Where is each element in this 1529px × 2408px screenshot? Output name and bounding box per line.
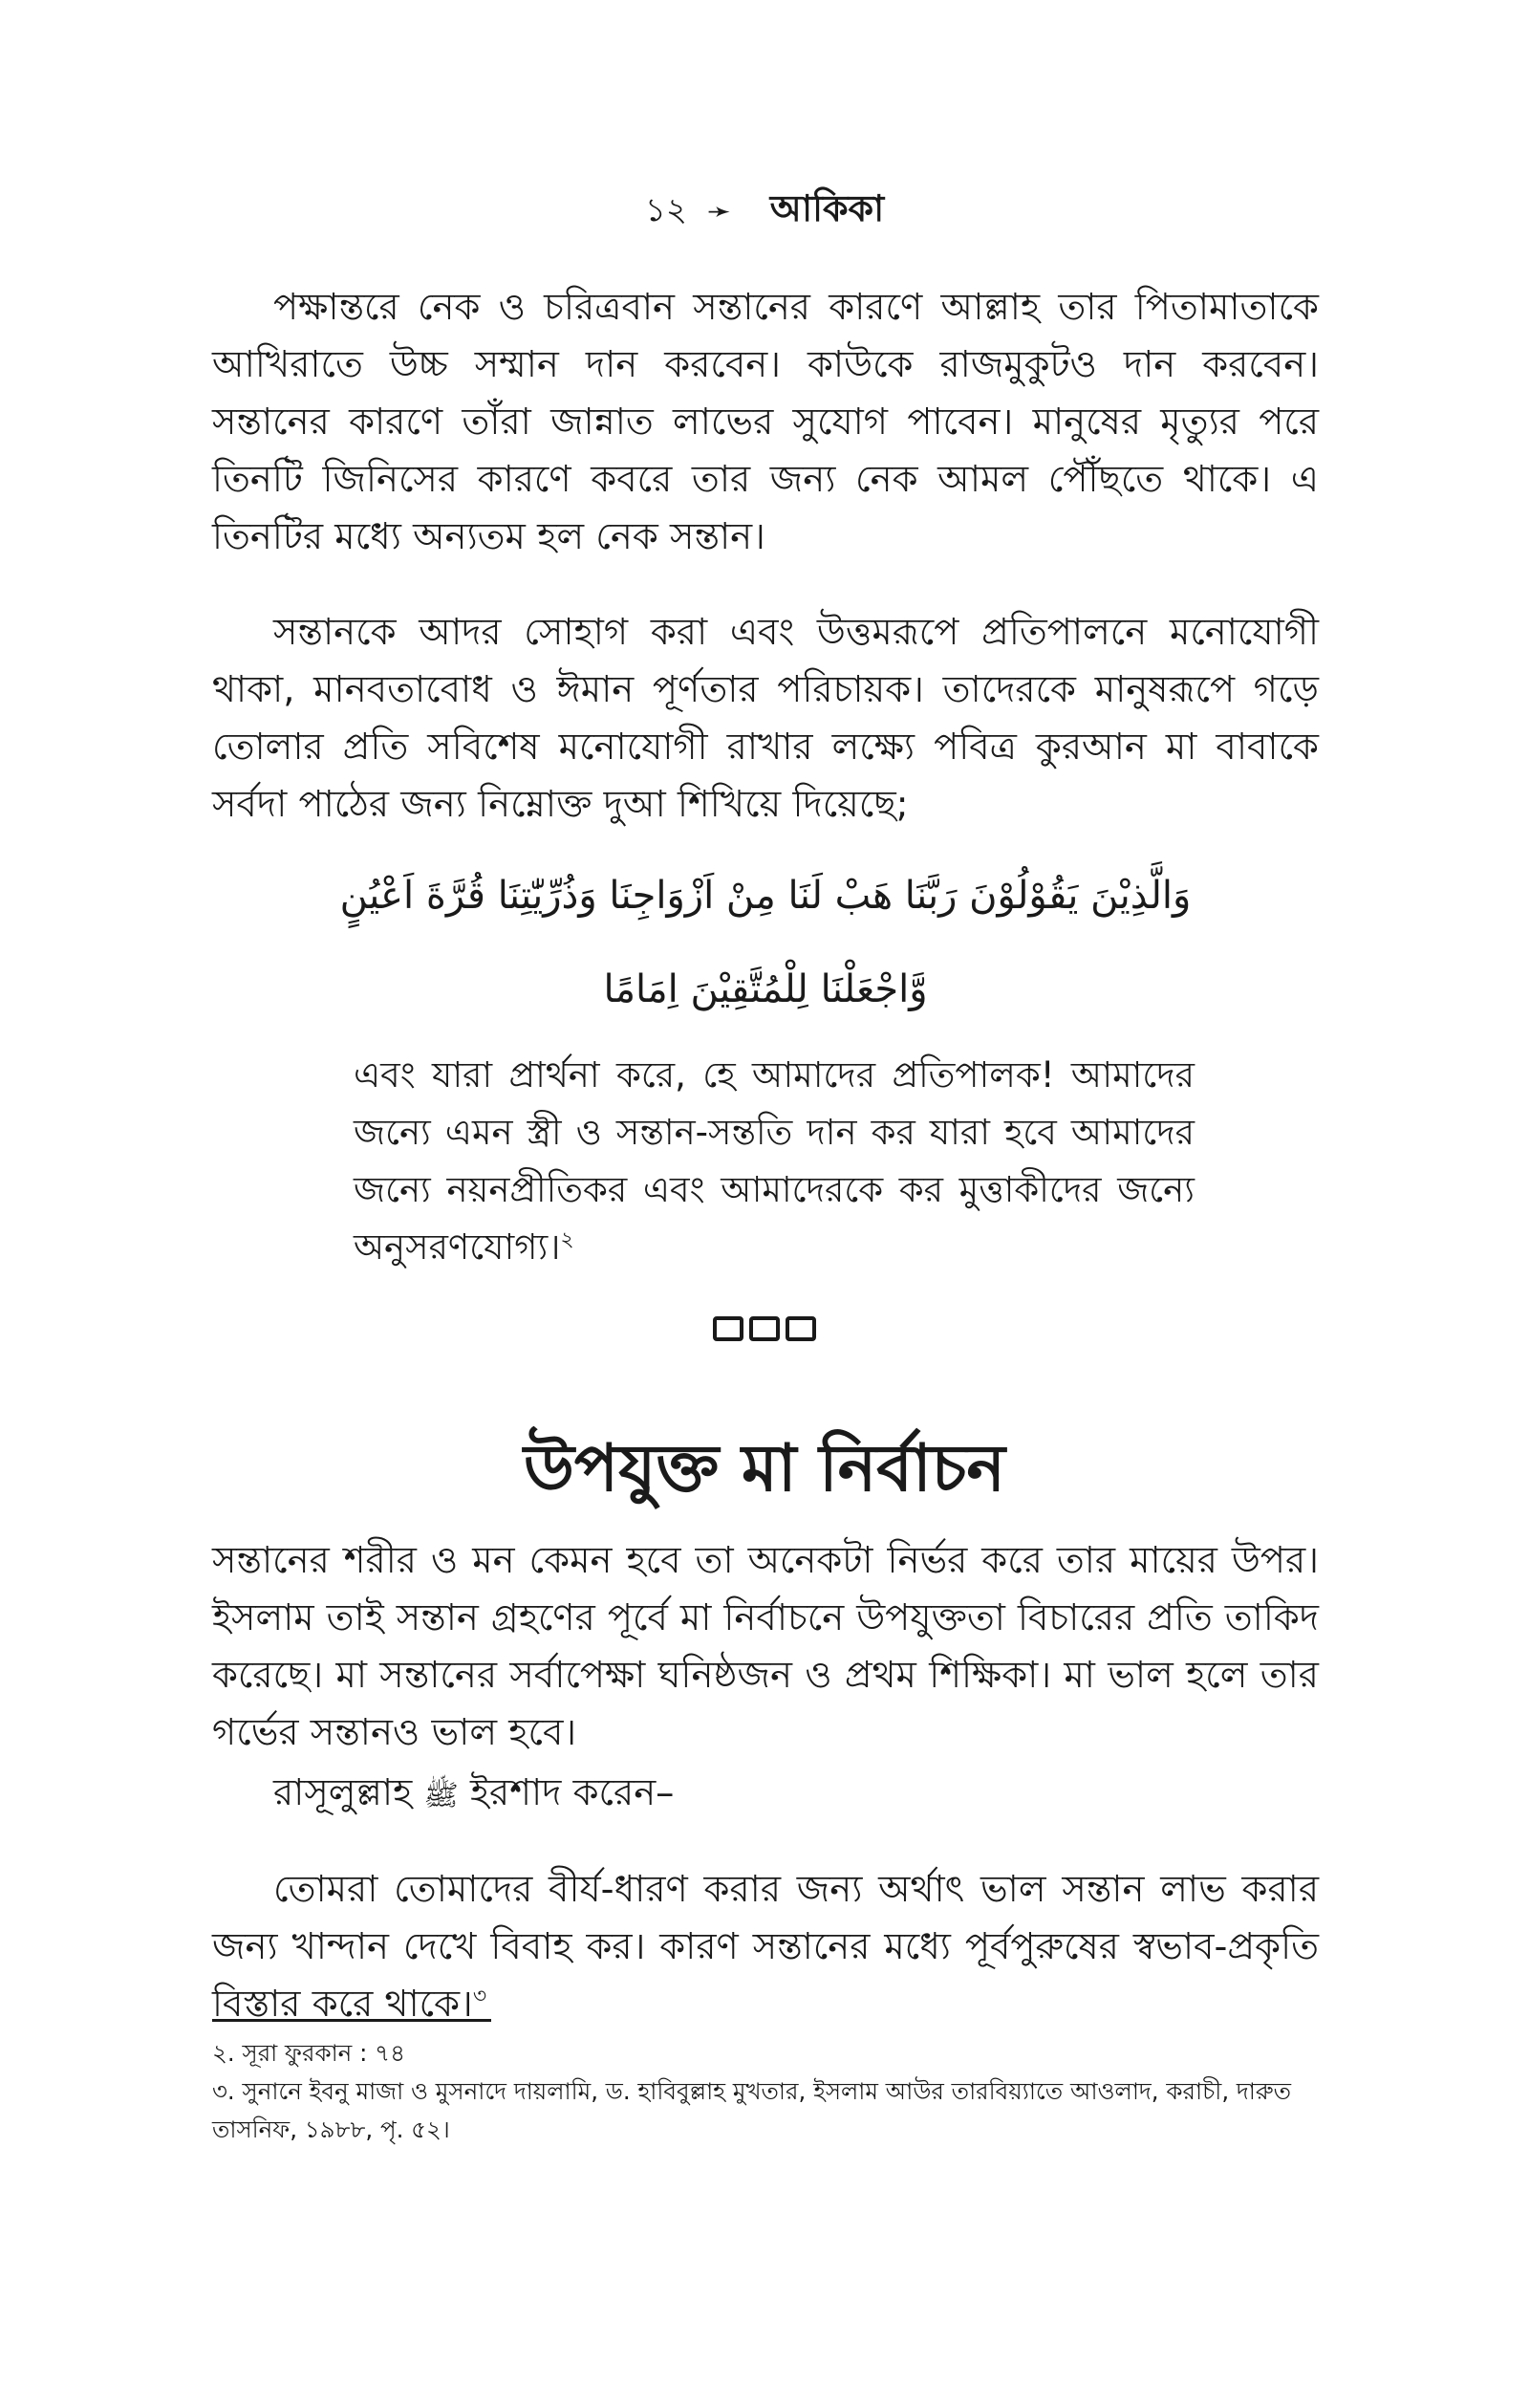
saying-intro: ইরশাদ করেন–: [470, 1771, 675, 1814]
section-separator: [0, 1311, 1529, 1344]
book-title: আকিকা: [769, 187, 885, 229]
arrow-icon: ➛: [706, 195, 731, 228]
arabic-verse-line-1: وَالَّذِيْنَ يَقُوْلُوْنَ رَبَّنَا هَبْ لَنَا مِنْ اَزْوَاجِنَا وَذُرِّيّٰتِنَا قُرَّةَ اَعْيُنٍ: [339, 874, 1192, 918]
footnote-2: ২. সূরা ফুরকান : ৭৪: [212, 2039, 405, 2067]
paragraph-2: সন্তানকে আদর সোহাগ করা এবং উত্তমরূপে প্রতিপালনে মনোযোগী থাকা, মানবতাবোধ ও ঈমান পূর্ণতার পরিচায়ক। তাদেরকে মানুষরূপে গড়ে তোলার প্রতি সবিশেষ মনোযোগী রাখার লক্ষ্যে পবিত্র কুরআন মা বাবাকে সর্বদা পাঠের জন্য নিম্নোক্ত দুআ শিখিয়ে দিয়েছে;: [212, 611, 1319, 826]
paragraph-5: [212, 1861, 1319, 2033]
verse-translation-text: এবং যারা প্রার্থনা করে, হে আমাদের প্রতিপালক! আমাদের জন্যে এমন স্ত্রী ও সন্তান-সন্ততি দান কর যারা হবে আমাদের জন্যে নয়নপ্রীতিকর এবং আমাদেরকে কর মুত্তাকীদের জন্যে অনুসরণযোগ্য।: [354, 1054, 1195, 1268]
paragraph-1: পক্ষান্তরে নেক ও চরিত্রবান সন্তানের কারণে আল্লাহ তার পিতামাতাকে আখিরাতে উচ্চ সম্মান দান করবেন। কাউকে রাজমুকুটও দান করবেন। সন্তানের কারণে তাঁরা জান্নাত লাভের সুযোগ পাবেন। মানুষের মৃত্যুর পরে তিনটি জিনিসের কারণে কবরে তার জন্য নেক আমল পৌঁছতে থাকে। এ তিনটির মধ্যে অন্যতম হল নেক সন্তান।: [212, 286, 1319, 558]
page-number: ১২: [644, 191, 687, 229]
footnote-ref-2: ২: [560, 1227, 574, 1252]
separator-box-icon: [749, 1316, 780, 1341]
paragraph-5-text: তোমরা তোমাদের বীর্য-ধারণ করার জন্য অর্থাৎ ভাল সন্তান লাভ করার জন্য খান্দান দেখে বিবাহ কর। কারণ সন্তানের মধ্যে পূর্বপুরুষের স্বভাব-প্রকৃতি বিস্তার করে থাকে।: [212, 1868, 1319, 2026]
running-header: [0, 189, 1529, 231]
verse-translation: [354, 1047, 1195, 1276]
prophet-name: রাসূলুল্লাহ: [273, 1771, 413, 1814]
footnote-ref-3: ৩: [472, 1985, 487, 2009]
separator-box-icon: [786, 1316, 816, 1341]
footnote-divider: [212, 2019, 491, 2022]
section-title: উপযুক্ত মা নির্বাচন: [523, 1431, 1006, 1507]
footnotes: [212, 2034, 1319, 2149]
paragraph-3: সন্তানের শরীর ও মন কেমন হবে তা অনেকটা নির্ভর করে তার মায়ের উপর। ইসলাম তাই সন্তান গ্রহণের পূর্বে মা নির্বাচনে উপযুক্ততা বিচারের প্রতি তাকিদ করেছে। মা সন্তানের সর্বাপেক্ষা ঘনিষ্ঠজন ও প্রথম শিক্ষিকা। মা ভাল হলে তার গর্ভের সন্তানও ভাল হবে।: [212, 1539, 1319, 1754]
arabic-verse-line-2: وَّاجْعَلْنَا لِلْمُتَّقِيْنَ اِمَامًا: [603, 967, 928, 1011]
paragraph-4: [212, 1765, 1319, 1825]
honorific-icon: ﷺ: [423, 1779, 459, 1812]
footnote-3: ৩. সুনানে ইবনু মাজা ও মুসনাদে দায়লামি, ড. হাবিবুল্লাহ মুখতার, ইসলাম আউর তারবিয়্যাতে আওলাদ, করাচী, দারুত তাসনিফ, ১৯৮৮, পৃ. ৫২।: [212, 2077, 1292, 2143]
separator-box-icon: [713, 1316, 743, 1341]
